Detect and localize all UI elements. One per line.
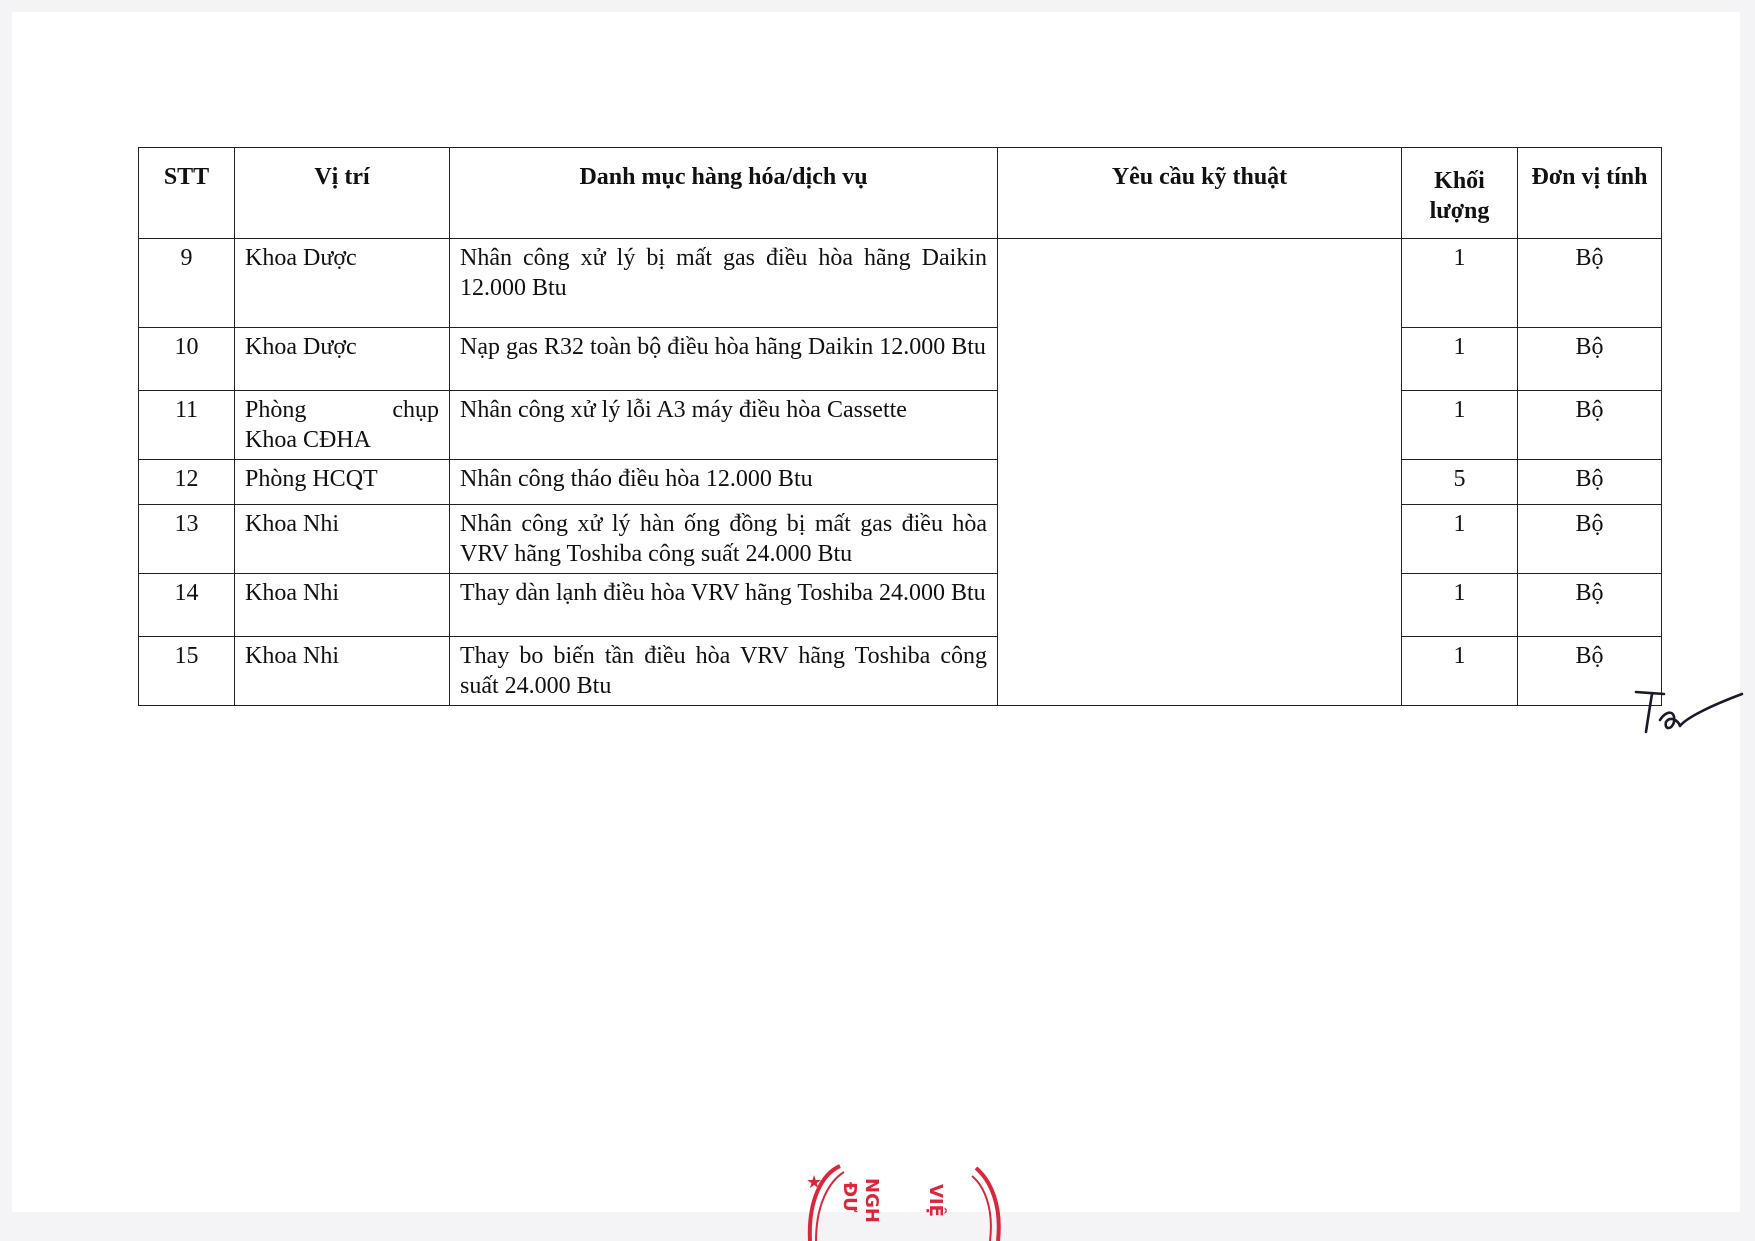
row-quantity: 1: [1402, 574, 1518, 637]
row-unit: Bộ: [1518, 328, 1662, 391]
row-quantity: 1: [1402, 391, 1518, 460]
row-item: Thay bo biến tần điều hòa VRV hãng Toshiba công suất 24.000 Btu: [450, 637, 998, 706]
header-location: Vị trí: [235, 148, 450, 239]
row-unit: Bộ: [1518, 505, 1662, 574]
header-quantity: Khối lượng: [1402, 148, 1518, 239]
row-item: Nạp gas R32 toàn bộ điều hòa hãng Daikin 12.000 Btu: [450, 328, 998, 391]
row-stt: 11: [139, 391, 235, 460]
row-location: Phòng HCQT: [235, 460, 450, 505]
goods-table: [138, 147, 1662, 706]
stamp-text: NGH: [861, 1178, 882, 1223]
row-quantity: 1: [1402, 505, 1518, 574]
table-row: [139, 460, 1662, 505]
row-location: Khoa Nhi: [235, 574, 450, 637]
location-line-1: [245, 395, 439, 425]
row-location: Khoa Dược: [235, 239, 450, 328]
row-unit: Bộ: [1518, 637, 1662, 706]
table-row: [139, 505, 1662, 574]
table-row: [139, 637, 1662, 706]
stamp-text: VIỆ: [925, 1184, 946, 1217]
stamp-text: ĐƯ: [839, 1182, 860, 1213]
row-stt: 9: [139, 239, 235, 328]
row-unit: Bộ: [1518, 391, 1662, 460]
header-item: Danh mục hàng hóa/dịch vụ: [450, 148, 998, 239]
row-location: Khoa Nhi: [235, 505, 450, 574]
row-unit: Bộ: [1518, 574, 1662, 637]
row-item: Nhân công xử lý lỗi A3 máy điều hòa Cassette: [450, 391, 998, 460]
location-line-2: Khoa CĐHA: [245, 427, 371, 453]
row-location: Khoa Dược: [235, 328, 450, 391]
location-word: chụp: [392, 397, 439, 423]
location-word: Phòng: [245, 397, 307, 423]
row-location: [235, 391, 450, 460]
row-quantity: 1: [1402, 328, 1518, 391]
handwritten-signature: [1630, 680, 1750, 740]
row-item: Nhân công xử lý bị mất gas điều hòa hãng Daikin 12.000 Btu: [450, 239, 998, 328]
svg-text:★: ★: [806, 1172, 823, 1193]
row-unit: Bộ: [1518, 460, 1662, 505]
red-seal-stamp: [800, 1160, 1020, 1241]
table-row: [139, 239, 1662, 328]
row-stt: 14: [139, 574, 235, 637]
requirement-cell: [998, 239, 1402, 706]
table-row: [139, 574, 1662, 637]
row-stt: 15: [139, 637, 235, 706]
row-quantity: 1: [1402, 239, 1518, 328]
row-quantity: 5: [1402, 460, 1518, 505]
header-unit: Đơn vị tính: [1518, 148, 1662, 239]
table-row: [139, 391, 1662, 460]
row-location: Khoa Nhi: [235, 637, 450, 706]
row-stt: 10: [139, 328, 235, 391]
header-requirement: Yêu cầu kỹ thuật: [998, 148, 1402, 239]
row-unit: Bộ: [1518, 239, 1662, 328]
row-stt: 12: [139, 460, 235, 505]
table-row: [139, 328, 1662, 391]
row-item: Thay dàn lạnh điều hòa VRV hãng Toshiba 24.000 Btu: [450, 574, 998, 637]
row-item: Nhân công tháo điều hòa 12.000 Btu: [450, 460, 998, 505]
table-header-row: [139, 148, 1662, 239]
row-item: Nhân công xử lý hàn ống đồng bị mất gas điều hòa VRV hãng Toshiba công suất 24.000 Btu: [450, 505, 998, 574]
row-quantity: 1: [1402, 637, 1518, 706]
header-stt: STT: [139, 148, 235, 239]
row-stt: 13: [139, 505, 235, 574]
